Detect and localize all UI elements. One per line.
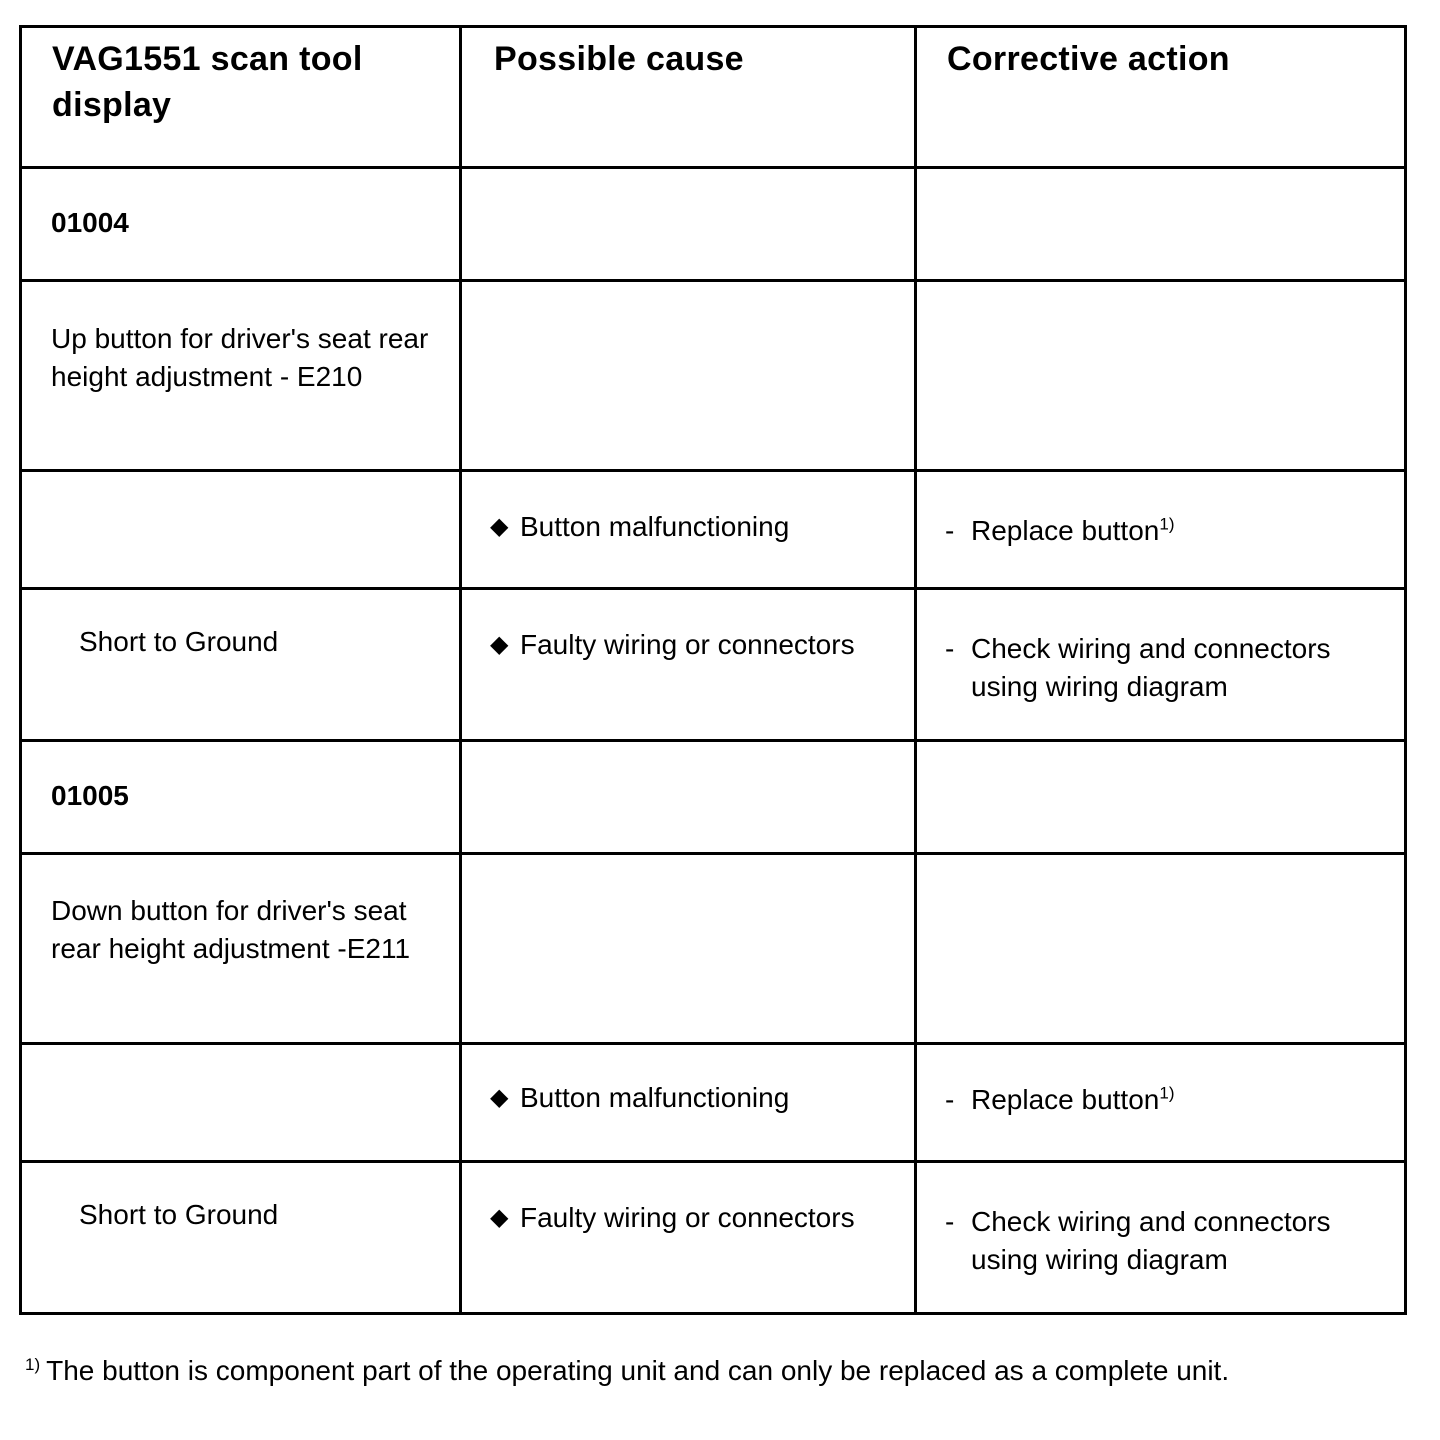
display-text-cell [21, 1162, 461, 1314]
empty-cell [461, 168, 916, 281]
table-row [21, 1162, 1406, 1314]
corrective-action-cell [916, 1162, 1406, 1314]
dash-bullet: - [945, 515, 955, 546]
possible-cause-cell [461, 471, 916, 589]
table-row [21, 589, 1406, 741]
header-corrective-action: Corrective action [916, 27, 1406, 168]
display-text: Short to Ground [79, 1199, 279, 1230]
table-header-row [21, 27, 1406, 168]
corrective-action: Replace button [971, 515, 1160, 546]
possible-cause: Button malfunctioning [520, 511, 790, 542]
dash-bullet: - [945, 633, 955, 664]
corrective-action-cell [916, 471, 1406, 589]
corrective-action-cell [916, 589, 1406, 741]
table-row [21, 741, 1406, 854]
dash-bullet: - [945, 1084, 955, 1115]
fault-code: 01004 [51, 207, 129, 238]
fault-code-cell [21, 168, 461, 281]
table-row [21, 168, 1406, 281]
empty-cell [461, 281, 916, 471]
fault-description: Down button for driver's seat rear height adjustment -E211 [51, 895, 411, 964]
possible-cause-cell [461, 1044, 916, 1162]
empty-cell [21, 471, 461, 589]
fault-code-cell [21, 741, 461, 854]
corrective-action-cell [916, 1044, 1406, 1162]
fault-table [19, 25, 1407, 1315]
empty-cell [461, 741, 916, 854]
table-row [21, 1044, 1406, 1162]
possible-cause: Button malfunctioning [520, 1082, 790, 1113]
corrective-action: Check wiring and connectors using wiring diagram [971, 1206, 1331, 1275]
fault-description-cell [21, 854, 461, 1044]
empty-cell [461, 854, 916, 1044]
empty-cell [916, 281, 1406, 471]
header-scan-tool-display: VAG1551 scan tool display [21, 27, 461, 168]
table-row [21, 471, 1406, 589]
fault-description-cell [21, 281, 461, 471]
corrective-action: Check wiring and connectors using wiring diagram [971, 633, 1331, 702]
fault-code: 01005 [51, 780, 129, 811]
possible-cause-cell [461, 1162, 916, 1314]
diamond-bullet-icon: ◆ [490, 631, 509, 658]
empty-cell [21, 1044, 461, 1162]
diamond-bullet-icon: ◆ [490, 1084, 509, 1111]
possible-cause: Faulty wiring or connectors [520, 1202, 855, 1233]
empty-cell [916, 854, 1406, 1044]
fault-description: Up button for driver's seat rear height adjustment - E210 [51, 323, 429, 392]
footnote-text: The button is component part of the operating unit and can only be replaced as a complete unit. [46, 1355, 1230, 1386]
diamond-bullet-icon: ◆ [490, 1204, 509, 1231]
possible-cause-cell [461, 589, 916, 741]
empty-cell [916, 168, 1406, 281]
corrective-action: Replace button [971, 1084, 1160, 1115]
empty-cell [916, 741, 1406, 854]
diamond-bullet-icon: ◆ [490, 513, 509, 540]
footnote-reference: 1) [1159, 514, 1175, 534]
footnote [25, 1352, 1325, 1390]
display-text: Short to Ground [79, 626, 279, 657]
dash-bullet: - [945, 1206, 955, 1237]
table-row [21, 854, 1406, 1044]
table-row [21, 281, 1406, 471]
footnote-reference: 1) [1159, 1083, 1175, 1103]
possible-cause: Faulty wiring or connectors [520, 629, 855, 660]
header-possible-cause: Possible cause [461, 27, 916, 168]
display-text-cell [21, 589, 461, 741]
footnote-mark: 1) [25, 1354, 41, 1374]
